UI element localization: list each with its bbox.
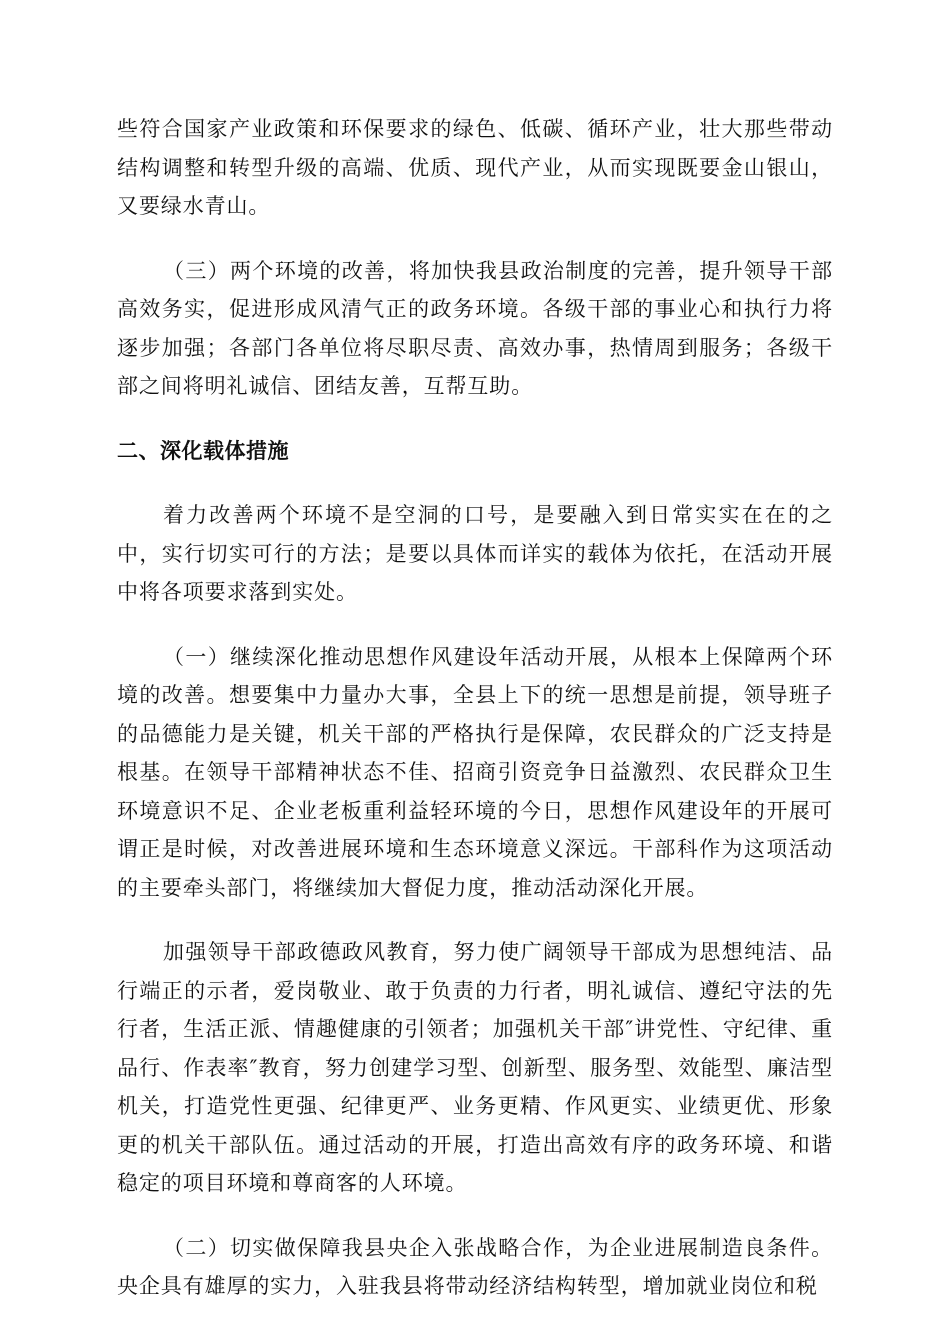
paragraph-continuation: 些符合国家产业政策和环保要求的绿色、低碳、循环产业，壮大那些带动结构调整和转型升级的高端、优质、现代产业，从而实现既要金山银山，又要绿水青山。 <box>117 117 833 218</box>
paragraph-education: 加强领导干部政德政风教育，努力使广阔领导干部成为思想纯洁、品行端正的示者，爱岗敬业、敢于负责的力行者，明礼诚信、遵纪守法的先行者，生活正派、情趣健康的引领者；加强机关干部″讲党性、守纪律、重品行、作表率″教育，努力创建学习型、创新型、服务型、效能型、廉洁型机关，打造党性更强、纪律更严、业务更精、作风更实、业绩更优、形象更的机关干部队伍。通过活动的开展，打造出高效有序的政务环境、和谐稳定的项目环境和尊商客的人环境。 <box>117 940 833 1195</box>
section-heading: 二、深化载体措施 <box>117 438 289 463</box>
paragraph-point-one: （一）继续深化推动思想作风建设年活动开展，从根本上保障两个环境的改善。想要集中力量办大事，全县上下的统一思想是前提，领导班子的品德能力是关键，机关干部的严格执行是保障，农民群众的广泛支持是根基。在领导干部精神状态不佳、招商引资竞争日益激烈、农民群众卫生环境意识不足、企业老板重利益轻环境的今日，思想作风建设年的开展可谓正是时候，对改善进展环境和生态环境意义深远。干部科作为这项活动的主要牵头部门，将继续加大督促力度，推动活动深化开展。 <box>117 644 833 900</box>
paragraph-intro: 着力改善两个环境不是空洞的口号，是要融入到日常实实在在的之中，实行切实可行的方法；是要以具体而详实的载体为依托，在活动开展中将各项要求落到实处。 <box>117 503 833 604</box>
document-body <box>117 110 833 1332</box>
paragraph-point-three: （三）两个环境的改善，将加快我县政治制度的完善，提升领导干部高效务实，促进形成风清气正的政务环境。各级干部的事业心和执行力将逐步加强；各部门各单位将尽职尽责、高效办事，热情周到服务；各级干部之间将明礼诚信、团结友善，互帮互助。 <box>117 258 833 398</box>
paragraph-point-two: （二）切实做保障我县央企入张战略合作，为企业进展制造良条件。央企具有雄厚的实力，入驻我县将带动经济结构转型，增加就业岗位和税 <box>117 1235 833 1298</box>
